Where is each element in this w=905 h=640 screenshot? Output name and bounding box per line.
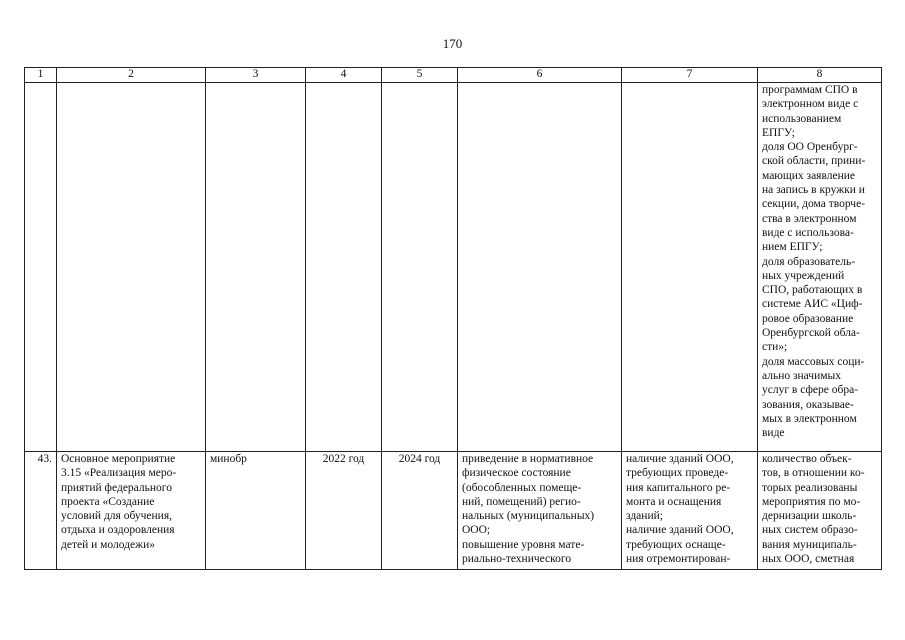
text-line: риально-технического: [462, 553, 572, 566]
text-line: виде с использова-: [762, 226, 854, 239]
cont-cell-7: [622, 83, 758, 452]
text-line: Основное мероприятие: [61, 453, 176, 465]
text-line: детей и молодежи»: [61, 538, 155, 551]
text-line: на запись в кружки и: [762, 184, 865, 197]
program-table: [24, 67, 882, 570]
text-line: использованием: [762, 112, 842, 125]
table-row-continuation: [25, 83, 882, 452]
text-line: дернизации школь-: [762, 510, 857, 523]
text-line: нием ЕПГУ;: [762, 241, 823, 254]
text-line: нальных (муниципальных): [462, 510, 595, 523]
text-line: количество объек-: [762, 453, 852, 465]
text-line: виде: [762, 427, 785, 440]
text-line: зданий;: [626, 510, 663, 523]
text-line: мых в электронном: [762, 412, 857, 425]
text-line: зования, оказывае-: [762, 398, 854, 411]
text-line: условий для обучения,: [61, 510, 172, 523]
cont-cell-2: [57, 83, 206, 452]
text-line: доля ОО Оренбург-: [762, 141, 858, 154]
header-col-2: 2: [57, 68, 206, 83]
expected-result-cell: [458, 452, 622, 570]
header-row: [25, 68, 882, 83]
text-line: системе АИС «Циф-: [762, 298, 863, 311]
text-line: мероприятия по мо-: [762, 495, 861, 508]
text-line: услуг в сфере обра-: [762, 384, 859, 397]
text-line: ния капитального ре-: [626, 481, 731, 494]
text-line: ЕПГУ;: [762, 126, 795, 139]
text-line: тов, в отношении ко-: [762, 467, 865, 480]
cont-cell-5: [382, 83, 458, 452]
activity-name-cell: [57, 452, 206, 570]
text-line: ально значимых: [762, 369, 842, 382]
text-line: ных учреждений: [762, 269, 845, 282]
responsible-cell: минобр: [206, 452, 306, 570]
text-line: наличие зданий ООО,: [626, 453, 734, 465]
consequences-cell: [622, 452, 758, 570]
indicators-cell: [758, 452, 882, 570]
header-col-1: 1: [25, 68, 57, 83]
text-line: приятий федерального: [61, 481, 172, 494]
text-line: секции, дома творче-: [762, 198, 866, 211]
header-col-4: 4: [306, 68, 382, 83]
text-line: сти»;: [762, 341, 788, 354]
text-line: торых реализованы: [762, 481, 858, 494]
text-line: ства в электронном: [762, 212, 857, 225]
header-col-3: 3: [206, 68, 306, 83]
text-line: вания муниципаль-: [762, 538, 857, 551]
text-line: мающих заявление: [762, 169, 855, 182]
header-col-6: 6: [458, 68, 622, 83]
cont-cell-8: [758, 83, 882, 452]
text-line: проекта «Создание: [61, 495, 155, 508]
text-line: (обособленных помеще-: [462, 481, 582, 494]
text-line: отдыха и оздоровления: [61, 524, 175, 537]
header-col-7: 7: [622, 68, 758, 83]
text-line: электронном виде с: [762, 98, 859, 111]
text-line: ния отремонтирован-: [626, 553, 731, 566]
text-line: ООО;: [462, 524, 491, 537]
text-line: доля образователь-: [762, 255, 856, 268]
header-col-8: 8: [758, 68, 882, 83]
cont-cell-4: [306, 83, 382, 452]
text-line: физическое состояние: [462, 467, 571, 480]
text-line: ний, помещений) регио-: [462, 495, 581, 508]
text-line: наличие зданий ООО,: [626, 524, 734, 537]
text-line: ской области, прини-: [762, 155, 866, 168]
cont-cell-6: [458, 83, 622, 452]
text-line: повышение уровня мате-: [462, 538, 585, 551]
text-line: 3.15 «Реализация меро-: [61, 467, 177, 480]
row-number: 43.: [25, 452, 57, 570]
text-line: монта и оснащения: [626, 495, 722, 508]
text-line: ных ООО, сметная: [762, 553, 855, 566]
end-year-cell: 2024 год: [382, 452, 458, 570]
header-col-5: 5: [382, 68, 458, 83]
cont-cell-3: [206, 83, 306, 452]
text-line: приведение в нормативное: [462, 453, 594, 465]
text-line: ровое образование: [762, 312, 854, 325]
text-line: требующих оснаще-: [626, 538, 726, 551]
text-line: доля массовых соци-: [762, 355, 865, 368]
table-row-43: [25, 452, 882, 570]
text-line: СПО, работающих в: [762, 284, 863, 297]
page-number: 170: [442, 36, 463, 51]
text-line: программам СПО в: [762, 84, 858, 96]
text-line: ных систем образо-: [762, 524, 858, 537]
text-line: Оренбургской обла-: [762, 327, 860, 340]
start-year-cell: 2022 год: [306, 452, 382, 570]
cont-cell-1: [25, 83, 57, 452]
text-line: требующих проведе-: [626, 467, 729, 480]
